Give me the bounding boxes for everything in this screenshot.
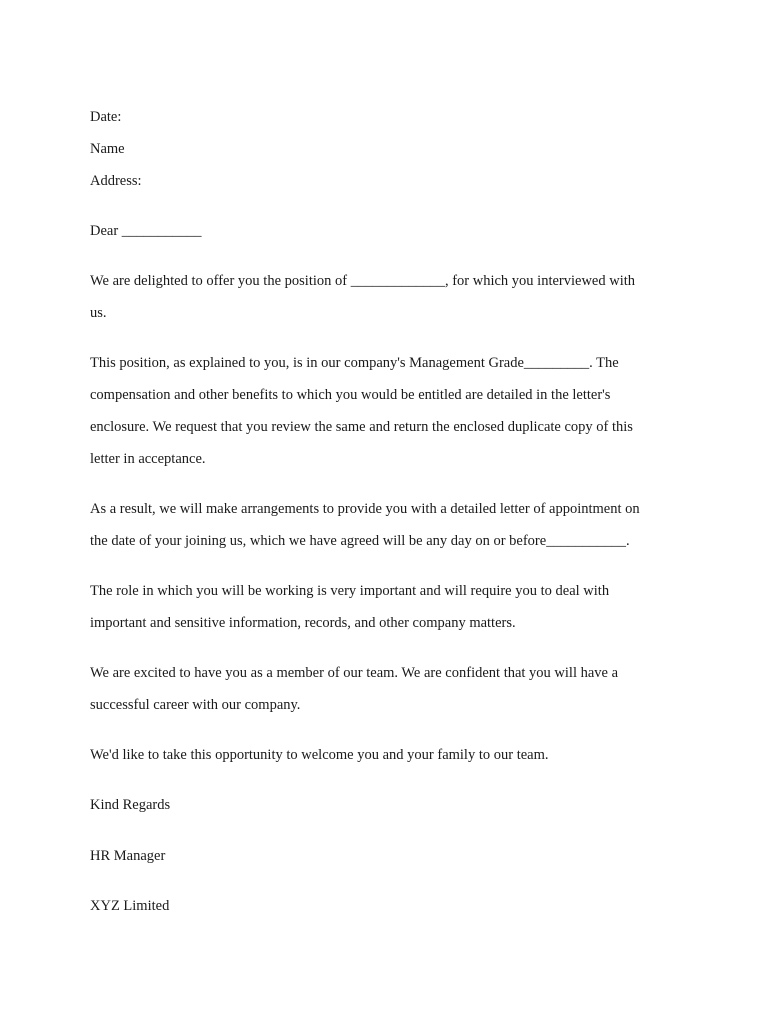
paragraph-line: successful career with our company. (90, 697, 301, 713)
paragraph-line: As a result, we will make arrangements to provide you with a detailed letter of appointment on (90, 501, 640, 517)
signer-title: HR Manager (90, 848, 166, 864)
date-label: Date: (90, 109, 122, 125)
paragraph-line: We are excited to have you as a member of our team. We are confident that you will have a (90, 665, 619, 681)
paragraph-line: compensation and other benefits to which you would be entitled are detailed in the letter's (90, 387, 611, 403)
paragraph-line: We are delighted to offer you the position of _____________, for which you interviewed with (90, 273, 636, 289)
paragraph-line: The role in which you will be working is very important and will require you to deal with (90, 583, 610, 599)
closing: Kind Regards (90, 797, 171, 813)
paragraph-line: enclosure. We request that you review the same and return the enclosed duplicate copy of this (90, 419, 633, 435)
address-label: Address: (90, 173, 142, 189)
paragraph-line: us. (90, 305, 107, 321)
paragraph-line: We'd like to take this opportunity to welcome you and your family to our team. (90, 747, 549, 763)
paragraph-line: This position, as explained to you, is in our company's Management Grade_________. The (90, 355, 619, 371)
name-label: Name (90, 141, 125, 157)
paragraph-line: the date of your joining us, which we have agreed will be any day on or before___________. (90, 533, 630, 549)
company-name: XYZ Limited (90, 898, 170, 914)
paragraph-line: letter in acceptance. (90, 451, 206, 467)
salutation: Dear ___________ (90, 223, 202, 239)
paragraph-line: important and sensitive information, records, and other company matters. (90, 615, 516, 631)
